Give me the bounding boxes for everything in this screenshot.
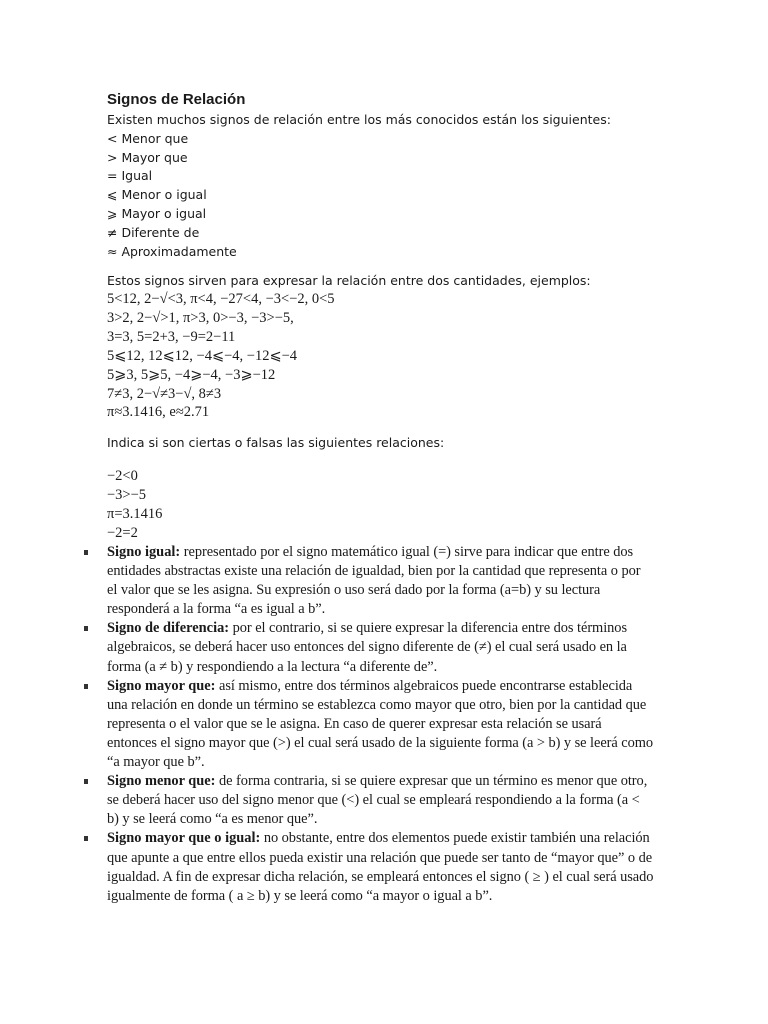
- bullet-icon: [84, 626, 88, 631]
- bullet-icon: [84, 684, 88, 689]
- intro-text: Existen muchos signos de relación entre los más conocidos están los siguientes:: [107, 112, 611, 127]
- exercise-line: −2=2: [107, 524, 138, 541]
- exercise-intro: Indica si son ciertas o falsas las siguientes relaciones:: [107, 435, 445, 450]
- example-line: 5⩾3, 5⩾5, −4⩾−4, −3⩾−12: [107, 366, 276, 383]
- sign-not-equal: ≠ Diferente de: [107, 224, 200, 240]
- definition-text: representado por el signo matemático igual (=) sirve para indicar que entre dos entidades abstractas existe una relación de igualdad, bien por la cantidad que representa o por el valor que se les asigna. Su expresión o uso será dado por la forma (a=b) y su lectura responderá a la forma “a es igual a b”.: [107, 544, 641, 618]
- sign-equal: = Igual: [107, 168, 153, 184]
- definitions-list: [84, 543, 654, 906]
- bullet-icon: [84, 779, 88, 784]
- definition-item: [84, 772, 654, 829]
- definition-item: [84, 619, 654, 676]
- exercise-list: [107, 467, 162, 543]
- definition-item: [84, 677, 654, 772]
- definition-term: Signo mayor que:: [107, 677, 216, 694]
- definition-text: así mismo, entre dos términos algebraicos puede encontrarse establecida una relación en donde un término se establezca como mayor que otro, bien por la cantidad que representa o el valor que se le asigna. En caso de querer expresar esta relación se usará entonces el signo mayor que (>) el cual será usado de la siguiente forma (a > b) y se leerá como “a mayor que b”.: [107, 677, 654, 771]
- exercise-line: π=3.1416: [107, 505, 163, 522]
- sign-greater-than: > Mayor que: [107, 149, 188, 165]
- definition-term: Signo menor que:: [107, 773, 216, 790]
- definition-text: por el contrario, si se quiere expresar la diferencia entre dos términos algebraicos, se deberá hacer uso entonces del signo diferente de (≠) el cual será usado en la forma (a ≠ b) y respondiendo a la lectura “a diferente de”.: [107, 620, 627, 675]
- example-line: 3=3, 5=2+3, −9=2−11: [107, 328, 236, 345]
- signs-list: [107, 111, 611, 261]
- definition-term: Signo de diferencia:: [107, 620, 230, 637]
- bullet-icon: [84, 550, 88, 555]
- definition-term: Signo igual:: [107, 544, 181, 560]
- sign-approx: ≈ Aproximadamente: [107, 243, 237, 259]
- section-title: Signos de Relación: [107, 91, 246, 108]
- examples-list: [107, 290, 335, 422]
- bullet-icon: [84, 836, 88, 841]
- definition-item: [84, 829, 654, 905]
- example-line: 3>2, 2−√>1, π>3, 0>−3, −3>−5,: [107, 309, 294, 326]
- definition-term: Signo mayor que o igual:: [107, 830, 261, 847]
- example-line: 5<12, 2−√<3, π<4, −27<4, −3<−2, 0<5: [107, 291, 335, 307]
- sign-less-equal: ⩽ Menor o igual: [107, 187, 207, 203]
- definition-item: [84, 543, 654, 619]
- example-line: π≈3.1416, e≈2.71: [107, 404, 210, 421]
- exercise-line: −3>−5: [107, 486, 147, 503]
- sign-less-than: < Menor que: [107, 130, 189, 146]
- definition-text: de forma contraria, si se quiere expresar que un término es menor que otro, se deberá hacer uso del signo menor que (<) el cual se empleará respondiendo a la forma (a < b) y se leerá como “a es menor que”.: [107, 773, 648, 828]
- definition-text: no obstante, entre dos elementos puede existir también una relación que apunte a que entre ellos pueda existir una relación que puede ser tanto de “mayor que” o de igualdad. A fin de expresar dicha relación, se empleará entonces el signo ( ≥ ) el cual será usado igualmente de forma ( a ≥ b) y se leerá como “a mayor o igual a b”.: [107, 830, 654, 904]
- exercise-line: −2<0: [107, 468, 138, 484]
- example-line: 5⩽12, 12⩽12, −4⩽−4, −12⩽−4: [107, 347, 298, 364]
- example-line: 7≠3, 2−√≠3−√, 8≠3: [107, 385, 222, 402]
- sign-greater-equal: ⩾ Mayor o igual: [107, 205, 207, 221]
- examples-intro: Estos signos sirven para expresar la relación entre dos cantidades, ejemplos:: [107, 273, 591, 288]
